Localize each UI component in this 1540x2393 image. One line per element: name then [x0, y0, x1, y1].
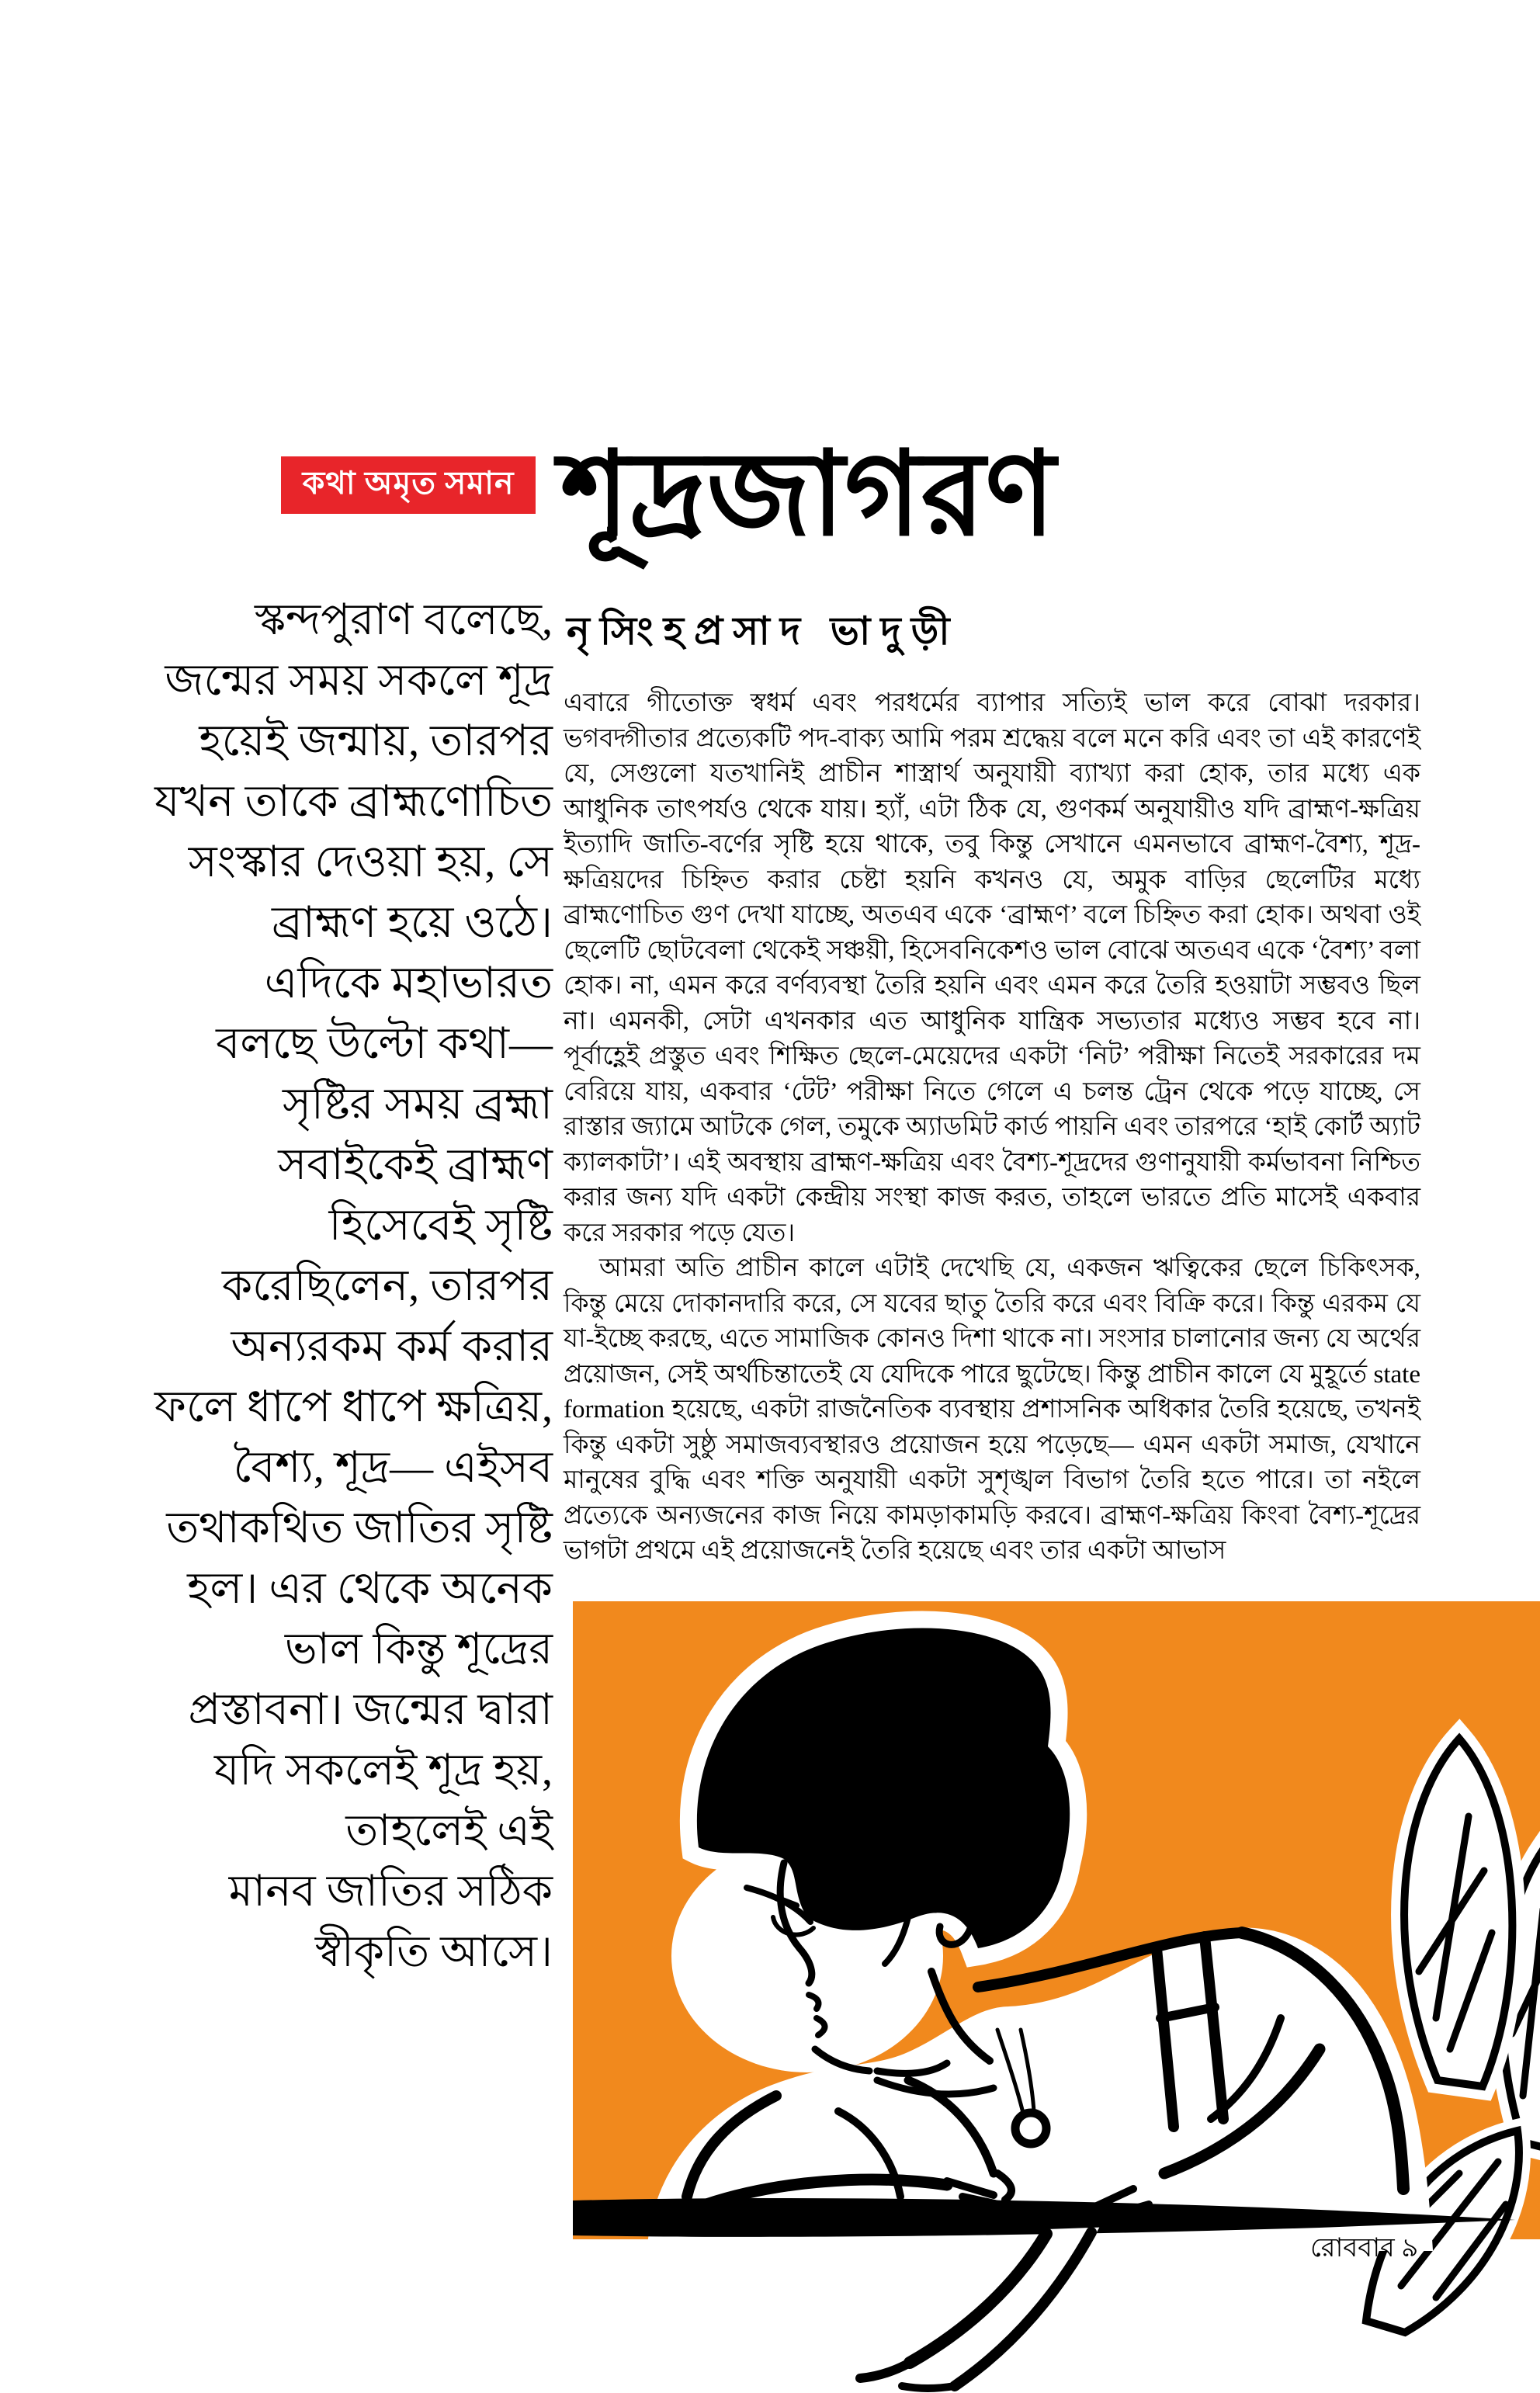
kicker-label: কথা অমৃত সমান: [302, 464, 515, 501]
body-paragraph: আমরা অতি প্রাচীন কালে এটাই দেখেছি যে, একজন ঋত্বিকের ছেলে চিকিৎসক, কিন্তু মেয়ে দোকানদারি করে, সে যবের ছাতু তৈরি করে এবং বিক্রি করে। কিন্তু এরকম যে যা-ইচ্ছে করছে, এতে সামাজিক কোনও দিশা থাকে না। সংসার চালানোর জন্য যে অর্থের প্রয়োজন, সেই অর্থচিন্তাতেই যে যেদিকে পারে ছুটেছে। কিন্তু প্রাচীন কালে যে মুহূর্তে state formation হয়েছে, একটা রাজনৈতিক ব্যবস্থায় প্রশাসনিক অধিকার তৈরি হয়েছে, তখনই কিন্তু একটা সুষ্ঠু সমাজব্যবস্থারও প্রয়োজন হয়ে পড়েছে— এমন একটা সমাজ, যেখানে মানুষের বুদ্ধি এবং শক্তি অনুযায়ী একটা সুশৃঙ্খল বিভাগ তৈরি হতে পারে। তা নইলে প্রত্যেকে অন্যজনের কাজ নিয়ে কামড়াকামড়ি করবে। ব্রাহ্মণ-ক্ষত্রিয় কিংবা বৈশ্য-শূদ্রের ভাগটা প্রথমে এই প্রয়োজনেই তৈরি হয়েছে এবং তার একটা আভাস: [564, 1254, 1420, 1565]
pull-quote-line: হয়েই জন্মায়, তারপর: [199, 717, 553, 765]
headline: শূদ্রজাগরণ: [560, 431, 1056, 560]
pull-quote-line: মানব জাতির সঠিক: [228, 1868, 553, 1916]
pull-quote-line: বৈশ্য, শূদ্র— এইসব: [233, 1444, 553, 1492]
pull-quote-line: অন্যরকম কর্ম করার: [231, 1323, 553, 1371]
body-paragraph: এবারে গীতোক্ত স্বধর্ম এবং পরধর্মের ব্যাপার সত্যিই ভাল করে বোঝা দরকার। ভগবদ্গীতার প্রত্যেকটি পদ-বাক্য আমি পরম শ্রদ্ধেয় বলে মনে করি এবং তা এই কারণেই যে, সেগুলো যতখানিই প্রাচীন শাস্ত্রার্থ অনুযায়ী ব্যাখ্যা করা হোক, তার মধ্যে এক আধুনিক তাৎপর্যও থেকে যায়। হ্যাঁ, এটা ঠিক যে, গুণকর্ম অনুযায়ীও যদি ব্রাহ্মণ-ক্ষত্রিয় ইত্যাদি জাতি-বর্ণের সৃষ্টি হয়ে থাকে, তবু কিন্তু সেখানে এমনভাবে ব্রাহ্মণ-বৈশ্য, শূদ্র-ক্ষত্রিয়দের চিহ্নিত করার চেষ্টা হয়নি কখনও যে, অমুক বাড়ির ছেলেটির মধ্যে ব্রাহ্মণোচিত গুণ দেখা যাচ্ছে, অতএব একে ‘ব্রাহ্মণ’ বলে চিহ্নিত করা হোক। অথবা ওই ছেলেটি ছোটবেলা থেকেই সঞ্চয়ী, হিসেবনিকেশও ভাল বোঝে অতএব একে ‘বৈশ্য’ বলা হোক। না, এমন করে বর্ণব্যবস্থা তৈরি হয়নি এবং এমন করে তৈরি হওয়াটা সম্ভবও ছিল না। এমনকী, সেটা এখনকার এত আধুনিক যান্ত্রিক সভ্যতার মধ্যেও সম্ভব হবে না। পূর্বাহ্ণেই প্রস্তুত এবং শিক্ষিত ছেলে-মেয়েদের একটা ‘নিট’ পরীক্ষা নিতেই সরকারের দম বেরিয়ে যায়, একবার ‘টেট’ পরীক্ষা নিতে গেলে এ চলন্ত ট্রেন থেকে পড়ে যাচ্ছে, সে রাস্তার জ্যামে আটকে গেল, তমুকে অ্যাডমিট কার্ড পায়নি এবং তারপরে ‘হাই কোর্ট অ্যাট ক্যালকাটা’। এই অবস্থায় ব্রাহ্মণ-ক্ষত্রিয় এবং বৈশ্য-শূদ্রদের গুণানুযায়ী কর্মভাবনা নিশ্চিত করার জন্য যদি একটা কেন্দ্রীয় সংস্থা কাজ করত, তাহলে ভারতে প্রতি মাসেই একবার করে সরকার পড়ে যেত।: [564, 689, 1420, 1247]
pull-quote-line: ব্রাহ্মণ হয়ে ওঠে।: [271, 899, 553, 947]
pull-quote-line: এদিকে মহাভারত: [264, 959, 553, 1007]
pull-quote-line: সবাইকেই ব্রাহ্মণ: [278, 1141, 553, 1189]
pull-quote-line: জন্মের সময় সকলে শূদ্র: [165, 657, 553, 705]
article-body: [564, 686, 1420, 1569]
page-footer: রোববার ৯: [1310, 2234, 1419, 2263]
pull-quote-line: সৃষ্টির সময় ব্রহ্মা: [282, 1080, 553, 1129]
hanging-forearm: [860, 2232, 1091, 2388]
pull-quote-line: হিসেবেই সৃষ্টি: [328, 1202, 553, 1250]
pull-quote-line: তথাকথিত জাতির সৃষ্টি: [166, 1504, 553, 1552]
pull-quote-line: সংস্কার দেওয়া হয়, সে: [188, 838, 553, 886]
pull-quote-line: স্বীকৃতি আসে।: [314, 1928, 553, 1976]
pull-quote-line: ফলে ধাপে ধাপে ক্ষত্রিয়,: [154, 1383, 553, 1431]
pull-quote-line: করেছিলেন, তারপর: [222, 1262, 553, 1310]
pull-quote-line: প্রস্তাবনা। জন্মের দ্বারা: [188, 1686, 553, 1734]
pull-quote: [99, 590, 553, 1982]
pull-quote-line: স্কন্দপুরাণ বলেছে,: [254, 596, 553, 644]
pull-quote-line: যখন তাকে ব্রাহ্মণোচিত: [154, 778, 553, 826]
author-byline: নৃসিংহপ্রসাদ ভাদুড়ী: [567, 609, 960, 653]
pull-quote-line: যদি সকলেই শূদ্র হয়,: [214, 1746, 553, 1795]
pull-quote-line: হল। এর থেকে অনেক: [187, 1565, 553, 1613]
pull-quote-line: ভাল কিন্তু শূদ্রের: [284, 1625, 553, 1673]
kicker-banner: [281, 456, 536, 514]
pull-quote-line: তাহলেই এই: [345, 1807, 553, 1855]
pull-quote-line: বলছে উল্টো কথা—: [216, 1020, 553, 1068]
